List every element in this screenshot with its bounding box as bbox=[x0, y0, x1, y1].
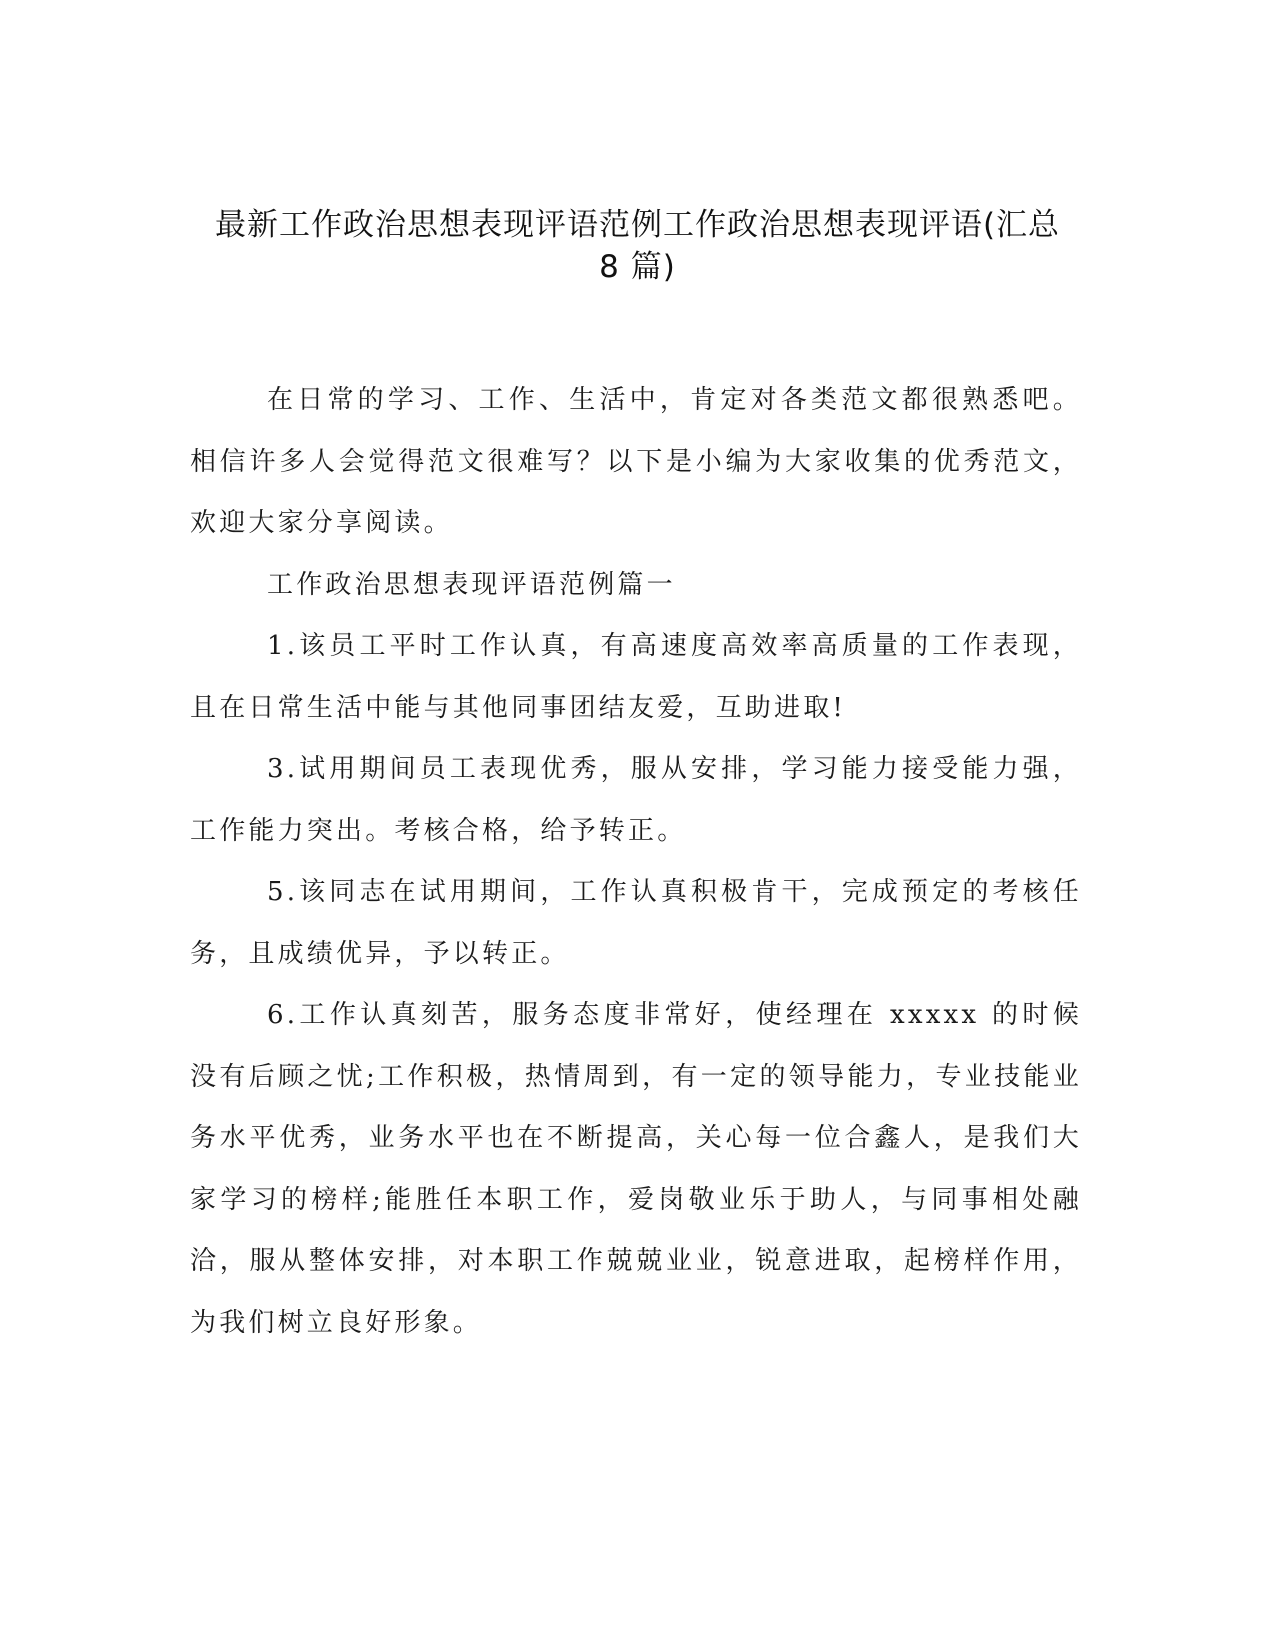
section-heading: 工作政治思想表现评语范例篇一 bbox=[267, 569, 676, 600]
document-title-line-1: 最新工作政治思想表现评语范例工作政治思想表现评语(汇总 bbox=[214, 207, 1061, 243]
document-title bbox=[180, 204, 1095, 288]
list-item-5: 5.该同志在试用期间，工作认真积极肯干，完成预定的考核任务，且成绩优异，予以转正。 bbox=[190, 877, 1082, 969]
list-item-6: 6.工作认真刻苦，服务态度非常好，使经理在 xxxxx 的时候没有后顾之忧;工作积极，热情周到，有一定的领导能力，专业技能业务水平优秀，业务水平也在不断提高，关心每一位合鑫人，是我们大家学习的榜样;能胜任本职工作，爱岗敬业乐于助人，与同事相处融洽，服从整体安排，对本职工作兢兢业业，锐意进取，起榜样作用，为我们树立良好形象。 bbox=[190, 1000, 1082, 1338]
document-title-line-2: 8 篇) bbox=[599, 249, 676, 285]
list-item-3: 3.试用期间员工表现优秀，服从安排，学习能力接受能力强，工作能力突出。考核合格，给予转正。 bbox=[190, 754, 1082, 846]
intro-paragraph: 在日常的学习、工作、生活中，肯定对各类范文都很熟悉吧。相信许多人会觉得范文很难写？以下是小编为大家收集的优秀范文，欢迎大家分享阅读。 bbox=[190, 385, 1082, 538]
document-body bbox=[190, 370, 1082, 1354]
list-item-1: 1.该员工平时工作认真，有高速度高效率高质量的工作表现，且在日常生活中能与其他同事团结友爱，互助进取! bbox=[190, 631, 1082, 723]
